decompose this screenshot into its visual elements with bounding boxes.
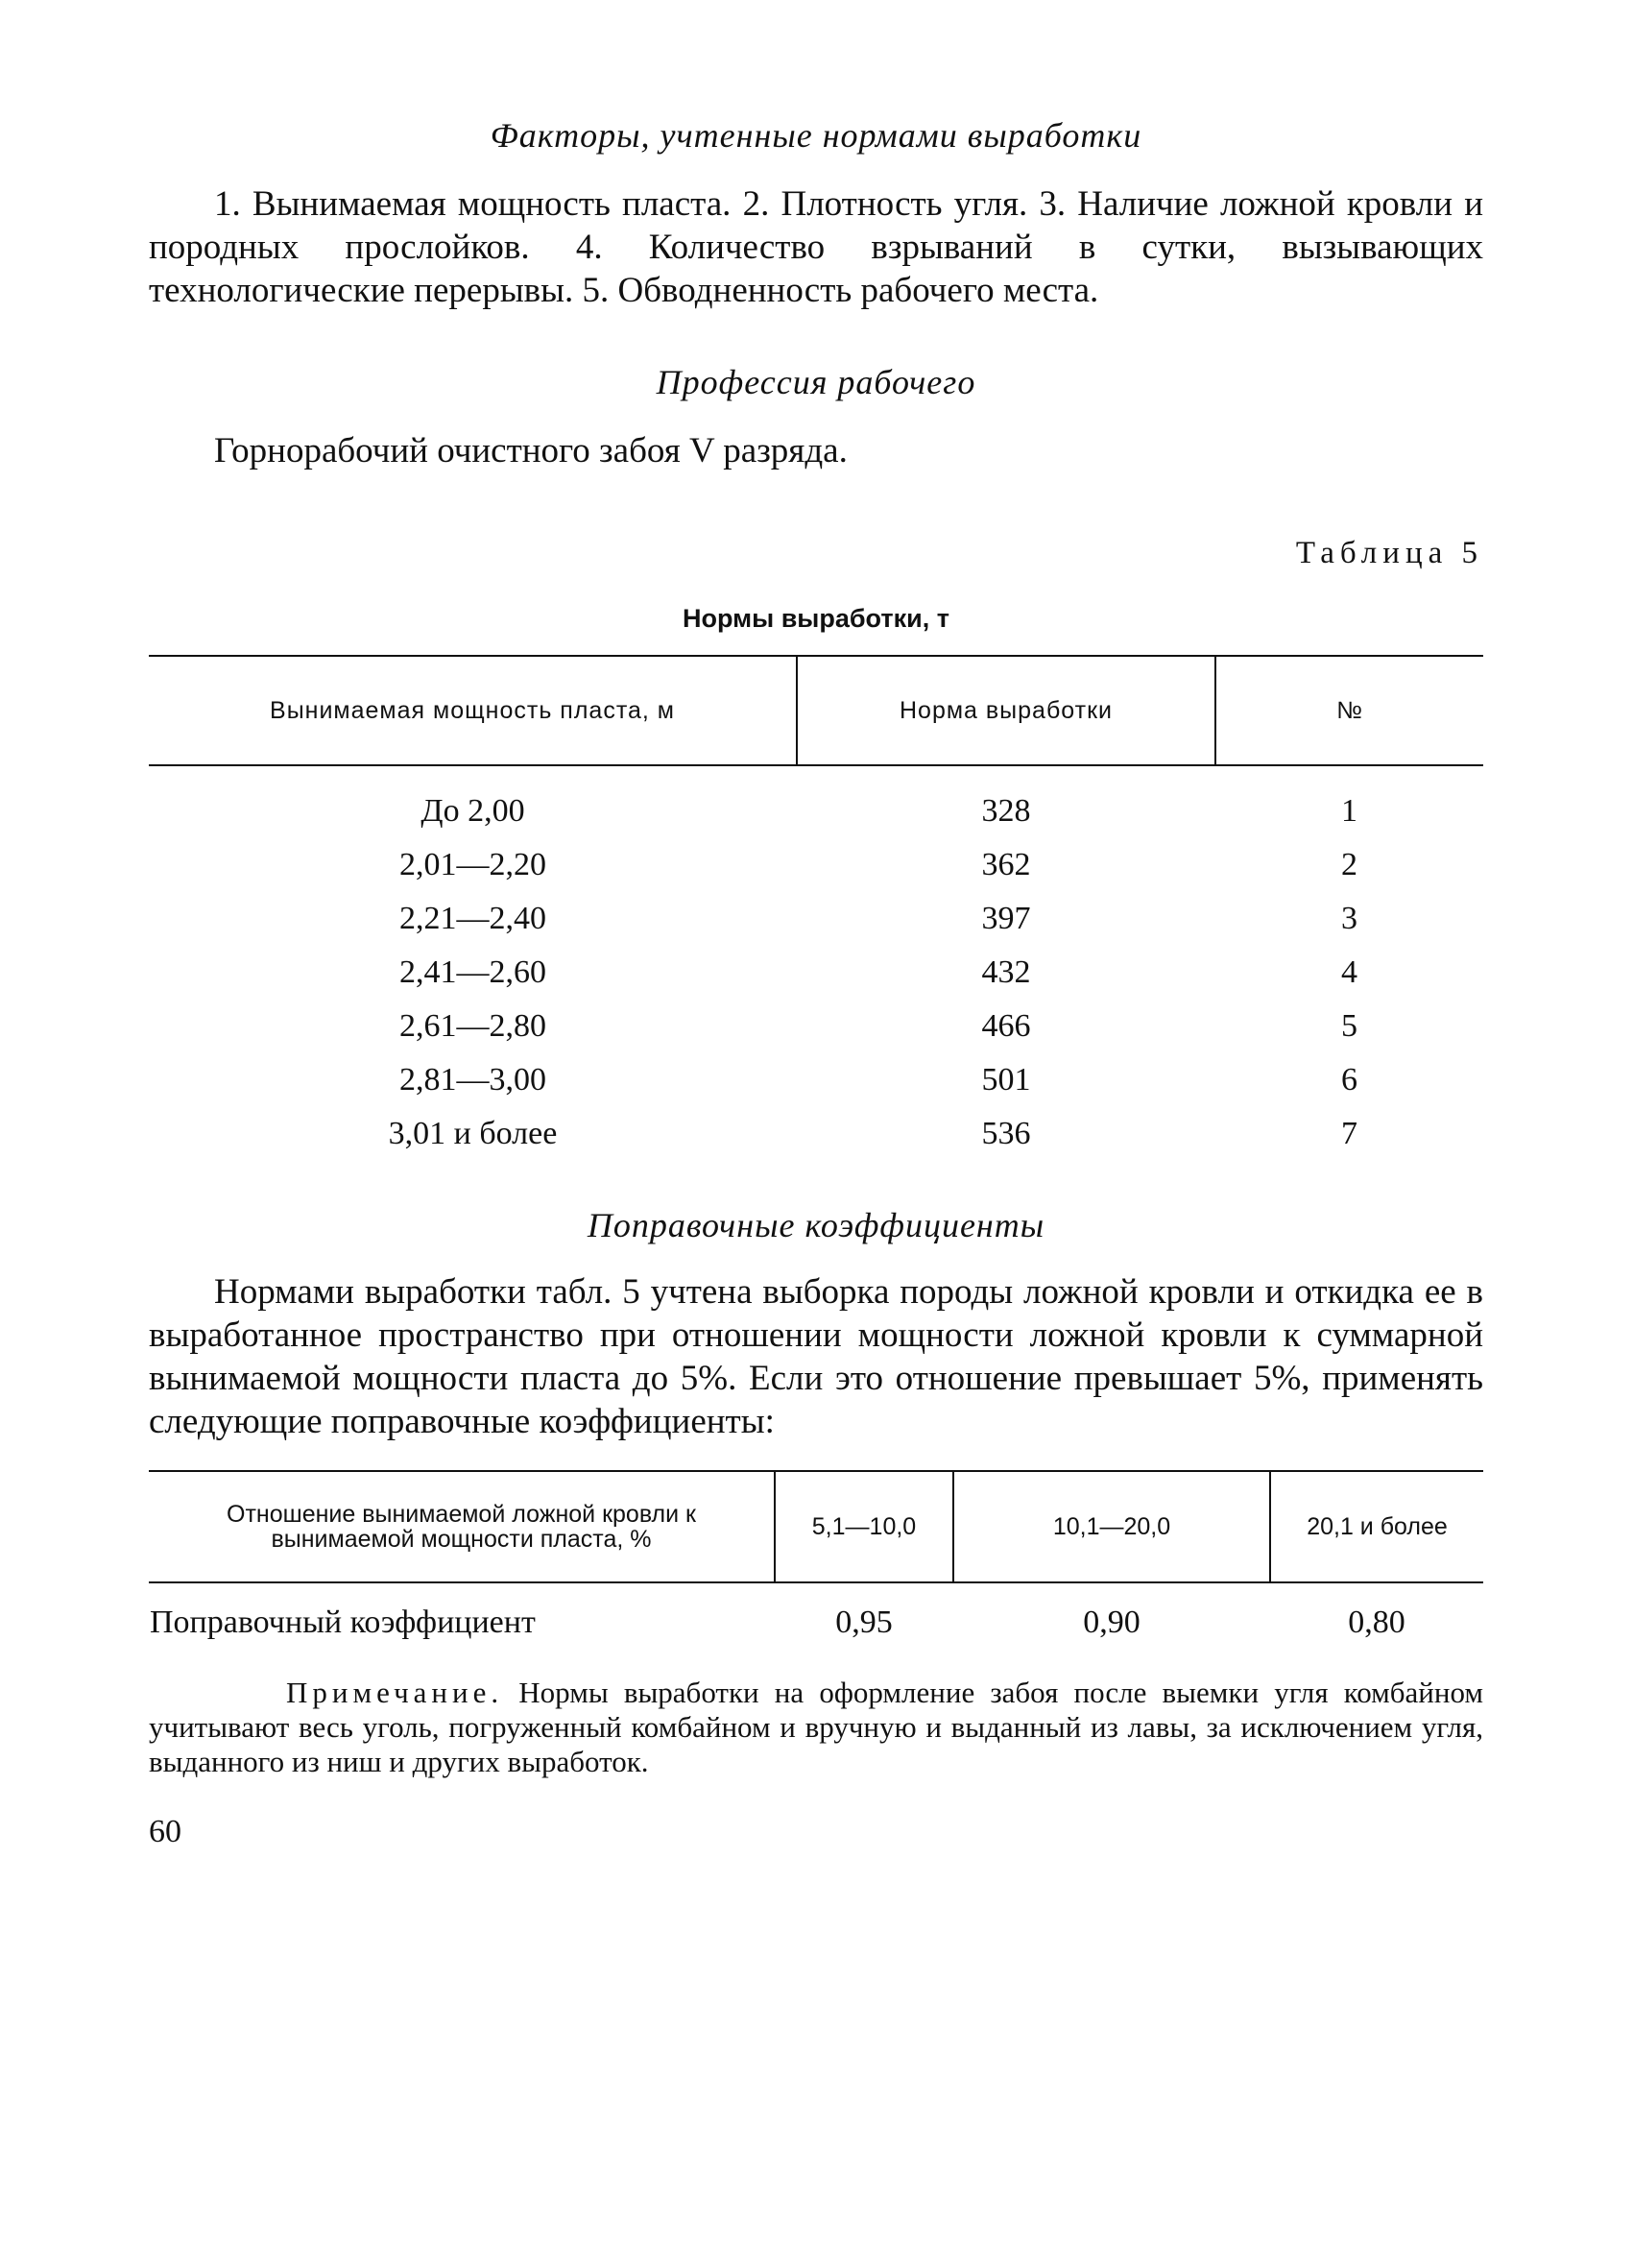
- cell-number: 2: [1341, 847, 1357, 882]
- cell-number: 5: [1341, 1008, 1357, 1044]
- header-number: №: [1215, 656, 1483, 765]
- table-number-label: Таблица 5: [1295, 536, 1483, 570]
- profession-heading: Профессия рабочего: [656, 363, 976, 401]
- table-row: [149, 1000, 1483, 1053]
- header-ratio: Отношение вынимаемой ложной кровли к вынимаемой мощности пласта, %: [227, 1501, 696, 1553]
- table-row: [149, 1582, 1483, 1662]
- header-thickness: Вынимаемая мощность пласта, м: [270, 696, 675, 724]
- header-range-1: 5,1—10,0: [775, 1471, 953, 1582]
- header-range-3: 20,1 и более: [1270, 1471, 1483, 1582]
- page-number: 60: [149, 1814, 181, 1849]
- table-row: [149, 892, 1483, 946]
- table-row: [149, 765, 1483, 838]
- cell-norm: 536: [981, 1116, 1031, 1151]
- cell-thickness: 2,01—2,20: [399, 847, 546, 882]
- cell-coefficient-label: Поправочный коэффициент: [150, 1604, 536, 1640]
- table-title: Нормы выработки, т: [683, 604, 949, 633]
- note-paragraph: [149, 1676, 1483, 1779]
- coefficient-table: [149, 1470, 1483, 1662]
- header-norm: Норма выработки: [797, 656, 1215, 765]
- cell-norm: 397: [981, 901, 1031, 936]
- cell-coefficient-3: 0,80: [1348, 1604, 1405, 1640]
- cell-norm: 362: [981, 847, 1031, 882]
- cell-norm: 328: [981, 793, 1031, 829]
- cell-thickness: До 2,00: [420, 793, 525, 829]
- cell-thickness: 2,61—2,80: [399, 1008, 546, 1044]
- document-page: [149, 115, 1483, 1850]
- header-range-2: 10,1—20,0: [953, 1471, 1270, 1582]
- cell-norm: 466: [981, 1008, 1031, 1044]
- cell-number: 4: [1341, 954, 1357, 990]
- cell-coefficient-2: 0,90: [1083, 1604, 1141, 1640]
- table-row: [149, 838, 1483, 892]
- table-row: [149, 946, 1483, 1000]
- cell-norm: 501: [981, 1062, 1031, 1098]
- coefficients-paragraph: Нормами выработки табл. 5 учтена выборка породы ложной кровли и откидка ее в выработанное пространство при отношении мощности ложной кровли к суммарной вынимаемой мощности пласта до 5%. Если это отношение превышает 5%, применять следующие поправочные коэффициенты:: [149, 1272, 1483, 1441]
- factors-heading: Факторы, учтенные нормами выработки: [490, 116, 1142, 155]
- factors-paragraph: 1. Вынимаемая мощность пласта. 2. Плотность угля. 3. Наличие ложной кровли и породных прослойков. 4. Количество взрываний в сутки, вызывающих технологические перерывы. 5. Обводненность рабочего места.: [149, 184, 1483, 310]
- note-lead: Примечание.: [286, 1676, 504, 1709]
- profession-text: Горнорабочий очистного забоя V разряда.: [214, 431, 848, 470]
- cell-thickness: 3,01 и более: [388, 1116, 558, 1151]
- norms-table: [149, 655, 1483, 1161]
- note-text: Нормы выработки на оформление забоя после выемки угля комбайном учитывают весь уголь, погруженный комбайном и вручную и выданный из лавы, за исключением угля, выданного из ниш и других выработок.: [149, 1676, 1483, 1778]
- cell-number: 7: [1341, 1116, 1357, 1151]
- cell-number: 1: [1341, 793, 1357, 829]
- cell-thickness: 2,21—2,40: [399, 901, 546, 936]
- cell-number: 3: [1341, 901, 1357, 936]
- cell-coefficient-1: 0,95: [835, 1604, 893, 1640]
- cell-thickness: 2,41—2,60: [399, 954, 546, 990]
- norms-table-header-row: [149, 656, 1483, 765]
- coefficients-heading: Поправочные коэффициенты: [587, 1206, 1045, 1244]
- cell-number: 6: [1341, 1062, 1357, 1098]
- table-row: [149, 1053, 1483, 1107]
- cell-thickness: 2,81—3,00: [399, 1062, 546, 1098]
- coefficient-table-header-row: [149, 1471, 1483, 1582]
- table-row: [149, 1107, 1483, 1161]
- cell-norm: 432: [981, 954, 1031, 990]
